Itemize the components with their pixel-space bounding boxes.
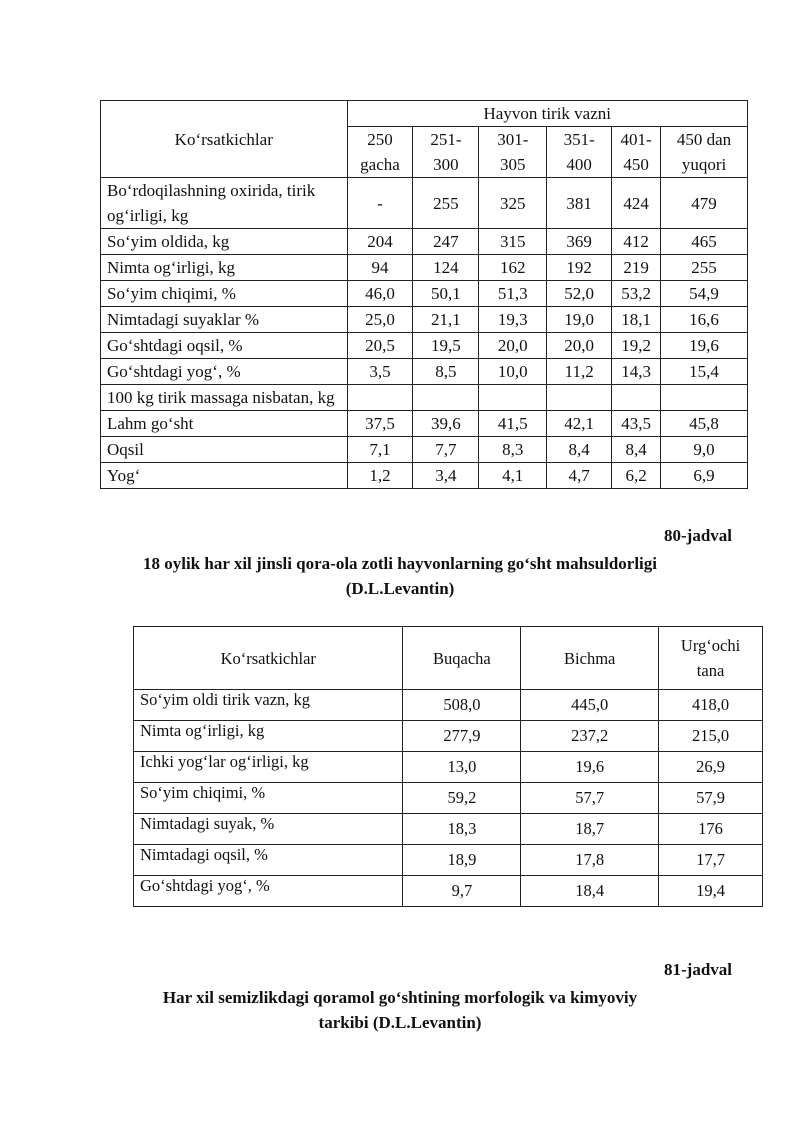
table-cell: 6,2 — [612, 463, 661, 489]
table-cell: 19,5 — [413, 333, 479, 359]
table-cell: 26,9 — [659, 752, 763, 783]
table-row — [134, 690, 763, 721]
table-cell: 54,9 — [661, 281, 748, 307]
table-row — [134, 845, 763, 876]
table-cell: 13,0 — [403, 752, 521, 783]
table-cell — [547, 385, 612, 411]
table-cell: 247 — [413, 229, 479, 255]
col-header: 351- 400 — [547, 127, 612, 178]
table-cell: 418,0 — [659, 690, 763, 721]
table-cell: 381 — [547, 178, 612, 229]
title-line: Har xil semizlikdagi qoramol go‘shtining morfologik va kimyoviy — [162, 988, 638, 1007]
table-cell: 508,0 — [403, 690, 521, 721]
table-cell: 18,1 — [612, 307, 661, 333]
table-cell: 20,0 — [479, 333, 547, 359]
table-cell: 51,3 — [479, 281, 547, 307]
table-cell: 18,9 — [403, 845, 521, 876]
col-header: 450 dan yuqori — [661, 127, 748, 178]
table-cell — [413, 385, 479, 411]
table-cell: 53,2 — [612, 281, 661, 307]
row-label: Go‘shtdagi yog‘, % — [101, 359, 348, 385]
table-row — [101, 359, 748, 385]
row-label: Oqsil — [101, 437, 348, 463]
table-cell: 39,6 — [413, 411, 479, 437]
table-cell: 124 — [413, 255, 479, 281]
col-header: Bichma — [521, 627, 659, 690]
table-row — [134, 721, 763, 752]
table-row — [134, 783, 763, 814]
table-cell: 20,5 — [347, 333, 413, 359]
table-cell — [479, 385, 547, 411]
title-line: 18 oylik har xil jinsli qora-ola zotli hayvonlarning go‘sht mahsuldorligi — [142, 554, 657, 573]
table-cell: 16,6 — [661, 307, 748, 333]
row-label: So‘yim chiqimi, % — [134, 783, 403, 814]
table-cell: 176 — [659, 814, 763, 845]
table-row — [101, 178, 748, 229]
table-cell: 3,4 — [413, 463, 479, 489]
table-cell: 41,5 — [479, 411, 547, 437]
table-meat-productivity — [133, 626, 763, 907]
table-cell: 9,7 — [403, 876, 521, 907]
table-cell: 19,6 — [521, 752, 659, 783]
table-cell: 52,0 — [547, 281, 612, 307]
table-cell: 3,5 — [347, 359, 413, 385]
table-cell: 25,0 — [347, 307, 413, 333]
table-cell: 255 — [661, 255, 748, 281]
table-cell: 20,0 — [547, 333, 612, 359]
table-cell: 4,7 — [547, 463, 612, 489]
table-row — [134, 814, 763, 845]
table-cell: 19,6 — [661, 333, 748, 359]
table-cell: 255 — [413, 178, 479, 229]
col-header: 250 gacha — [347, 127, 413, 178]
table-cell: 57,7 — [521, 783, 659, 814]
table-cell: 8,3 — [479, 437, 547, 463]
table-cell: 277,9 — [403, 721, 521, 752]
table-row — [101, 229, 748, 255]
table-cell: 1,2 — [347, 463, 413, 489]
table-cell: 19,2 — [612, 333, 661, 359]
row-label: So‘yim oldida, kg — [101, 229, 348, 255]
row-label: Bo‘rdoqilashning oxirida, tirik og‘irligi, kg — [101, 178, 348, 229]
table-cell: 43,5 — [612, 411, 661, 437]
row-label: 100 kg tirik massaga nisbatan, kg — [101, 385, 348, 411]
table-cell: 18,4 — [521, 876, 659, 907]
row-label: Ichki yog‘lar og‘irligi, kg — [134, 752, 403, 783]
table-cell: 19,0 — [547, 307, 612, 333]
table-cell: 369 — [547, 229, 612, 255]
table-cell: 6,9 — [661, 463, 748, 489]
table-cell: 14,3 — [612, 359, 661, 385]
table-header-row — [134, 627, 763, 690]
table-cell: 445,0 — [521, 690, 659, 721]
table-cell: 18,7 — [521, 814, 659, 845]
table-cell: 192 — [547, 255, 612, 281]
header-indicators: Ko‘rsatkichlar — [134, 627, 403, 690]
table-cell: 204 — [347, 229, 413, 255]
table-row — [101, 463, 748, 489]
row-label: Nimta og‘irligi, kg — [101, 255, 348, 281]
col-header: 401- 450 — [612, 127, 661, 178]
table-title-80 — [0, 551, 800, 601]
col-header: 301- 305 — [479, 127, 547, 178]
col-header: 251- 300 — [413, 127, 479, 178]
table-cell: 7,1 — [347, 437, 413, 463]
table-cell: 45,8 — [661, 411, 748, 437]
title-line: (D.L.Levantin) — [345, 579, 455, 598]
col-header: Urg‘ochi tana — [659, 627, 763, 690]
row-label: So‘yim oldi tirik vazn, kg — [134, 690, 403, 721]
row-label: Yog‘ — [101, 463, 348, 489]
table-cell: - — [347, 178, 413, 229]
table-cell: 237,2 — [521, 721, 659, 752]
table-cell: 219 — [612, 255, 661, 281]
table-cell — [347, 385, 413, 411]
table-cell: 162 — [479, 255, 547, 281]
table-cell: 215,0 — [659, 721, 763, 752]
table-cell: 50,1 — [413, 281, 479, 307]
row-label: Nimtadagi oqsil, % — [134, 845, 403, 876]
title-line: tarkibi (D.L.Levantin) — [318, 1013, 482, 1032]
table-cell: 8,4 — [547, 437, 612, 463]
row-label: Lahm go‘sht — [101, 411, 348, 437]
table-cell: 465 — [661, 229, 748, 255]
table-cell: 17,8 — [521, 845, 659, 876]
table-title-81 — [0, 985, 800, 1035]
table-number-81: 81-jadval — [664, 960, 732, 979]
table-cell: 15,4 — [661, 359, 748, 385]
table-live-weight — [100, 100, 748, 489]
table-cell: 18,3 — [403, 814, 521, 845]
col-header: Buqacha — [403, 627, 521, 690]
row-label: So‘yim chiqimi, % — [101, 281, 348, 307]
table-row — [134, 876, 763, 907]
table-cell: 21,1 — [413, 307, 479, 333]
table-cell: 412 — [612, 229, 661, 255]
table-number-80: 80-jadval — [664, 526, 732, 545]
table-cell: 19,3 — [479, 307, 547, 333]
table-cell: 479 — [661, 178, 748, 229]
table-cell: 315 — [479, 229, 547, 255]
table-cell: 8,5 — [413, 359, 479, 385]
table-row — [101, 333, 748, 359]
table-row — [101, 281, 748, 307]
table-cell — [612, 385, 661, 411]
table-row — [101, 307, 748, 333]
table-cell: 17,7 — [659, 845, 763, 876]
table-cell: 10,0 — [479, 359, 547, 385]
table-cell: 11,2 — [547, 359, 612, 385]
row-label: Nimtadagi suyaklar % — [101, 307, 348, 333]
table-cell: 19,4 — [659, 876, 763, 907]
table-cell: 37,5 — [347, 411, 413, 437]
table-cell: 46,0 — [347, 281, 413, 307]
table-row — [101, 411, 748, 437]
table-cell: 325 — [479, 178, 547, 229]
table-cell: 57,9 — [659, 783, 763, 814]
table-cell: 7,7 — [413, 437, 479, 463]
row-label: Nimta og‘irligi, kg — [134, 721, 403, 752]
header-indicators: Ko‘rsatkichlar — [101, 101, 348, 178]
table-row — [101, 385, 748, 411]
table-header-row — [101, 101, 748, 127]
table-cell: 9,0 — [661, 437, 748, 463]
table-row — [134, 752, 763, 783]
header-live-weight: Hayvon tirik vazni — [347, 101, 747, 127]
table-row — [101, 437, 748, 463]
table-cell: 59,2 — [403, 783, 521, 814]
table-cell — [661, 385, 748, 411]
table-cell: 94 — [347, 255, 413, 281]
table-cell: 8,4 — [612, 437, 661, 463]
row-label: Go‘shtdagi yog‘, % — [134, 876, 403, 907]
table-cell: 424 — [612, 178, 661, 229]
row-label: Nimtadagi suyak, % — [134, 814, 403, 845]
table-cell: 4,1 — [479, 463, 547, 489]
row-label: Go‘shtdagi oqsil, % — [101, 333, 348, 359]
table-row — [101, 255, 748, 281]
table-cell: 42,1 — [547, 411, 612, 437]
